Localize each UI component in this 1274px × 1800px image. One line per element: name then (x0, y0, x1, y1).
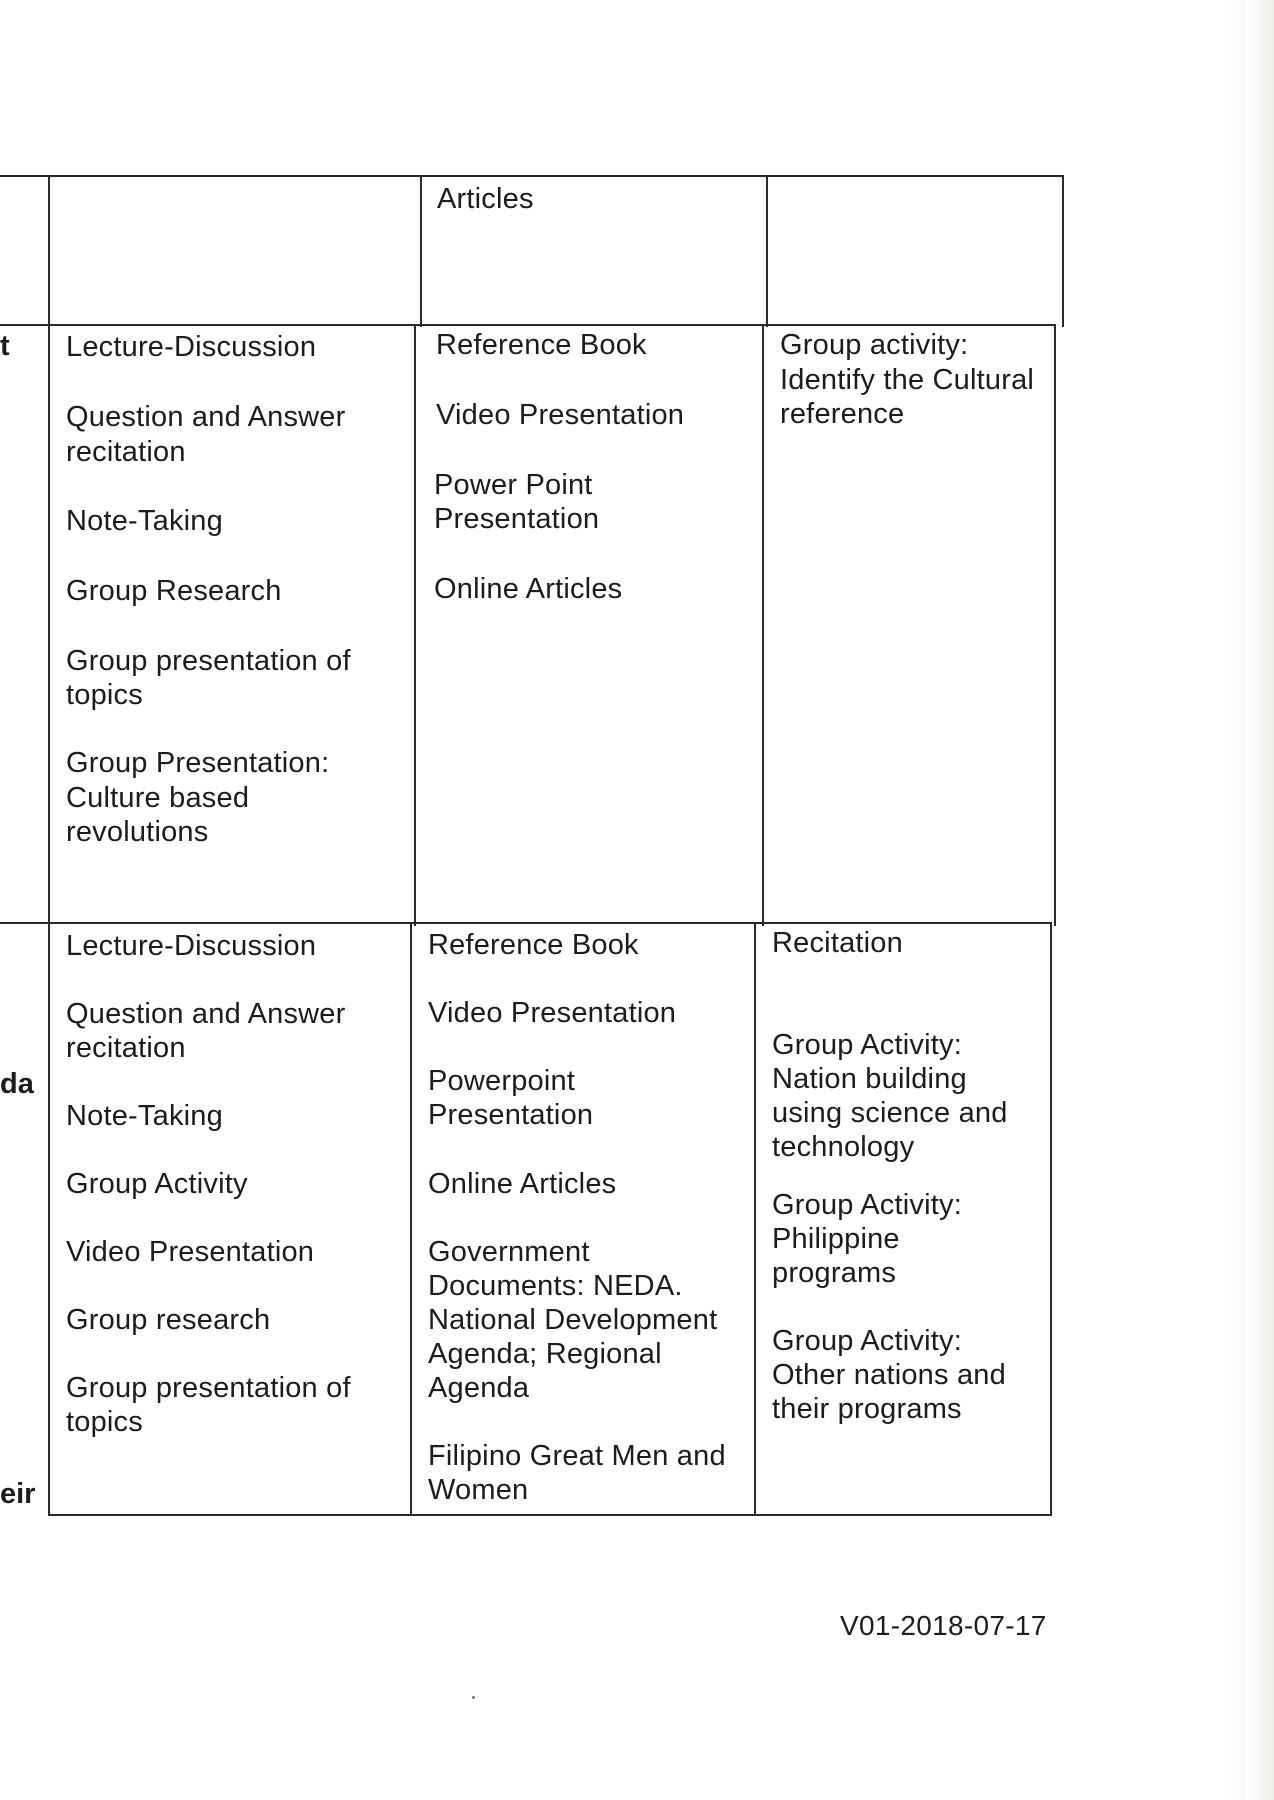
row2-col3-line: Power Point (434, 469, 593, 501)
row3-col3-line: Agenda (428, 1372, 530, 1404)
row2-col4-cell (762, 326, 1056, 926)
row3-col3-line: Documents: NEDA. (428, 1270, 683, 1302)
row2-col2-line: Note-Taking (66, 505, 223, 537)
row1-col4-cell (766, 177, 1064, 327)
table-row-3 (0, 922, 1052, 1516)
row3-col4-cell (754, 924, 1052, 1516)
row3-col4-line: Other nations and (772, 1359, 1006, 1391)
table-row-1 (0, 175, 1064, 327)
row3-col3-line: Online Articles (428, 1168, 617, 1200)
row3-col2-line: Group Activity (66, 1168, 248, 1200)
row3-col3-line: National Development (428, 1304, 718, 1336)
row3-col3-line: Presentation (428, 1099, 594, 1131)
row2-col3-line: Online Articles (434, 573, 623, 605)
row2-col2-line: Group presentation of (66, 645, 351, 677)
row2-col4-line: Identify the Cultural (780, 364, 1035, 396)
row3-col3-line: Video Presentation (428, 997, 677, 1029)
row2-col2-line: Question and Answer (66, 401, 346, 433)
version-footer: V01-2018-07-17 (840, 1610, 1047, 1641)
row3-left-fragment: eir (0, 1478, 36, 1510)
row3-col4-line: their programs (772, 1393, 962, 1425)
row2-col3-line: Reference Book (436, 329, 647, 361)
page-edge-shadow (1246, 0, 1274, 1800)
row3-col4-line: Group Activity: (772, 1325, 962, 1357)
row2-col2-line: Group Presentation: (66, 747, 330, 779)
row1-col2-cell (48, 177, 420, 327)
row3-col4-line: Group Activity: (772, 1189, 962, 1221)
row2-col3-line: Presentation (434, 503, 600, 535)
row3-col3-line: Agenda; Regional (428, 1338, 662, 1370)
row2-col4-line: reference (780, 398, 905, 430)
row3-col4-line: Recitation (772, 927, 903, 959)
row3-col2-line: Group research (66, 1304, 271, 1336)
row3-col2-line: topics (66, 1406, 143, 1438)
table-bottom-border (48, 1514, 1052, 1516)
row1-col3-cell (420, 177, 766, 327)
row2-col2-line: revolutions (66, 816, 209, 848)
row3-col4-line: Group Activity: (772, 1029, 962, 1061)
row2-col4-line: Group activity: (780, 329, 969, 361)
row3-col3-line: Reference Book (428, 929, 639, 961)
row2-col3-line: Video Presentation (436, 399, 685, 431)
row3-col3-cell (410, 924, 754, 1516)
row2-col2-cell (48, 326, 414, 926)
row3-col4-line: Philippine (772, 1223, 900, 1255)
row3-col3-line: Filipino Great Men and (428, 1440, 726, 1472)
row3-col2-line: recitation (66, 1032, 186, 1064)
row2-col2-line: Culture based (66, 782, 250, 814)
row2-col2-line: Lecture-Discussion (66, 331, 317, 363)
row3-col3-line: Powerpoint (428, 1065, 576, 1097)
scan-speck (472, 1696, 475, 1699)
row3-col4-line: using science and (772, 1097, 1008, 1129)
row2-left-fragment: t (0, 330, 10, 362)
row3-col2-line: Video Presentation (66, 1236, 315, 1268)
row3-col3-line: Government (428, 1236, 590, 1268)
row3-col4-line: Nation building (772, 1063, 967, 1095)
row3-col2-cell (48, 924, 410, 1516)
row1-col3-line: Articles (437, 183, 534, 215)
row3-col4-line: technology (772, 1131, 915, 1163)
row3-col2-line: Lecture-Discussion (66, 930, 317, 962)
row2-col3-cell (414, 326, 762, 926)
row3-col4-line: programs (772, 1257, 897, 1289)
row3-col3-line: Women (428, 1474, 529, 1506)
row3-col2-line: Question and Answer (66, 998, 346, 1030)
row3-col2-line: Note-Taking (66, 1100, 223, 1132)
row2-col2-line: recitation (66, 436, 186, 468)
row2-col2-line: Group Research (66, 575, 282, 607)
table-row-2 (0, 324, 1056, 926)
row2-col2-line: topics (66, 679, 143, 711)
row3-col2-line: Group presentation of (66, 1372, 351, 1404)
row3-left-fragment: da (0, 1068, 34, 1100)
